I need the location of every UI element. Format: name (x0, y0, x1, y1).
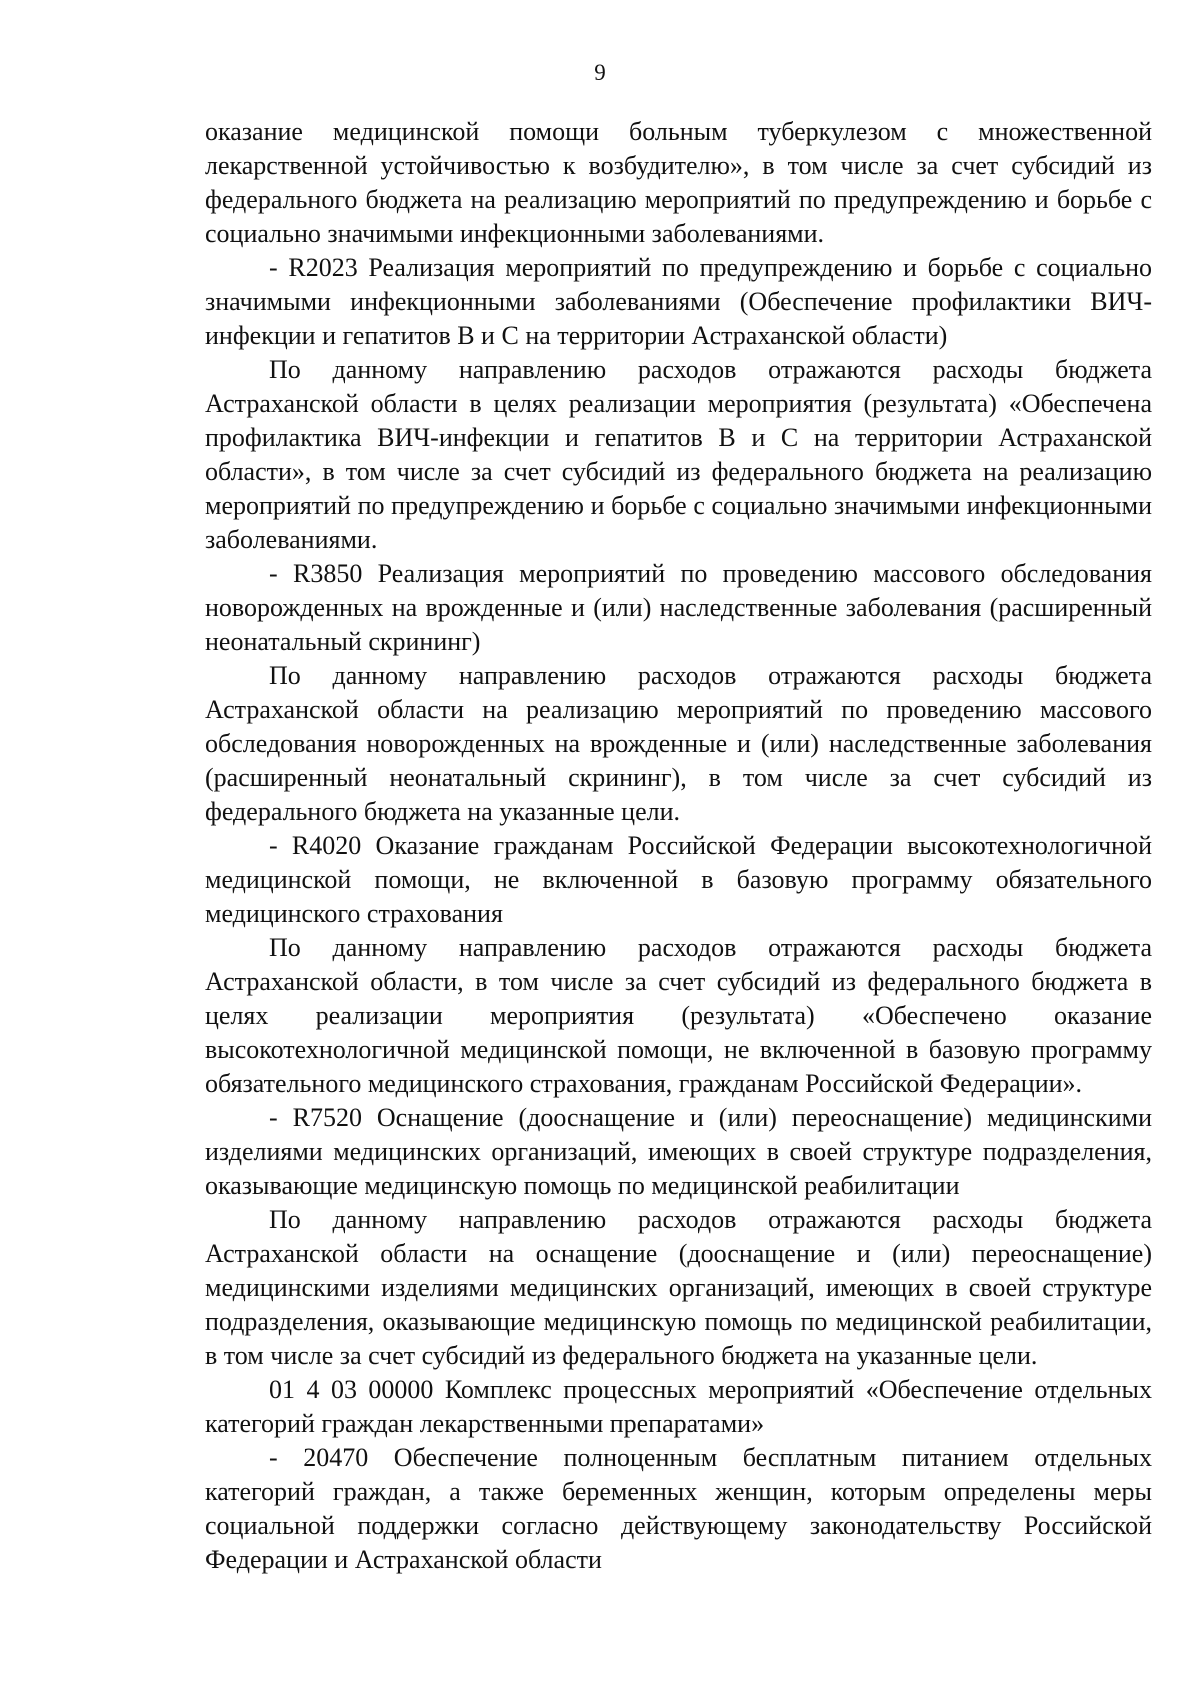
paragraph: По данному направлению расходов отражаются расходы бюджета Астраханской области на реализацию мероприятий по проведению массового обследования новорожденных на врожденные и (или) наследственные заболевания (расширенный неонатальный скрининг), в том числе за счет субсидий из федерального бюджета на указанные цели. (205, 661, 1152, 826)
paragraph: По данному направлению расходов отражаются расходы бюджета Астраханской области, в том числе за счет субсидий из федерального бюджета в целях реализации мероприятия (результата) «Обеспечено оказание высокотехнологичной медицинской помощи, не включенной в базовую программу обязательного медицинского страхования, гражданам Российской Федерации». (205, 933, 1152, 1098)
paragraph: 01 4 03 00000 Комплекс процессных мероприятий «Обеспечение отдельных категорий граждан лекарственными препаратами» (205, 1375, 1152, 1438)
paragraph: По данному направлению расходов отражаются расходы бюджета Астраханской области на оснащение (дооснащение и (или) переоснащение) медицинскими изделиями медицинских организаций, имеющих в своей структуре подразделения, оказывающие медицинскую помощь по медицинской реабилитации, в том числе за счет субсидий из федерального бюджета на указанные цели. (205, 1205, 1152, 1370)
page-number: 9 (594, 60, 606, 85)
paragraph: - R4020 Оказание гражданам Российской Федерации высокотехнологичной медицинской помощи, не включенной в базовую программу обязательного медицинского страхования (205, 831, 1152, 928)
paragraph: - R3850 Реализация мероприятий по проведению массового обследования новорожденных на врожденные и (или) наследственные заболевания (расширенный неонатальный скрининг) (205, 559, 1152, 656)
paragraph: - R2023 Реализация мероприятий по предупреждению и борьбе с социально значимыми инфекционными заболеваниями (Обеспечение профилактики ВИЧ-инфекции и гепатитов В и С на территории Астраханской области) (205, 253, 1152, 350)
paragraph: - 20470 Обеспечение полноценным бесплатным питанием отдельных категорий граждан, а также беременных женщин, которым определены меры социальной поддержки согласно действующему законодательству Российской Федерации и Астраханской области (205, 1443, 1152, 1574)
paragraph: По данному направлению расходов отражаются расходы бюджета Астраханской области в целях реализации мероприятия (результата) «Обеспечена профилактика ВИЧ-инфекции и гепатитов В и С на территории Астраханской области», в том числе за счет субсидий из федерального бюджета на реализацию мероприятий по предупреждению и борьбе с социально значимыми инфекционными заболеваниями. (205, 355, 1152, 554)
paragraph: оказание медицинской помощи больным туберкулезом с множественной лекарственной устойчивостью к возбудителю», в том числе за счет субсидий из федерального бюджета на реализацию мероприятий по предупреждению и борьбе с социально значимыми инфекционными заболеваниями. (205, 117, 1152, 248)
paragraph: - R7520 Оснащение (дооснащение и (или) переоснащение) медицинскими изделиями медицинских организаций, имеющих в своей структуре подразделения, оказывающие медицинскую помощь по медицинской реабилитации (205, 1103, 1152, 1200)
document-body (205, 115, 1152, 1577)
